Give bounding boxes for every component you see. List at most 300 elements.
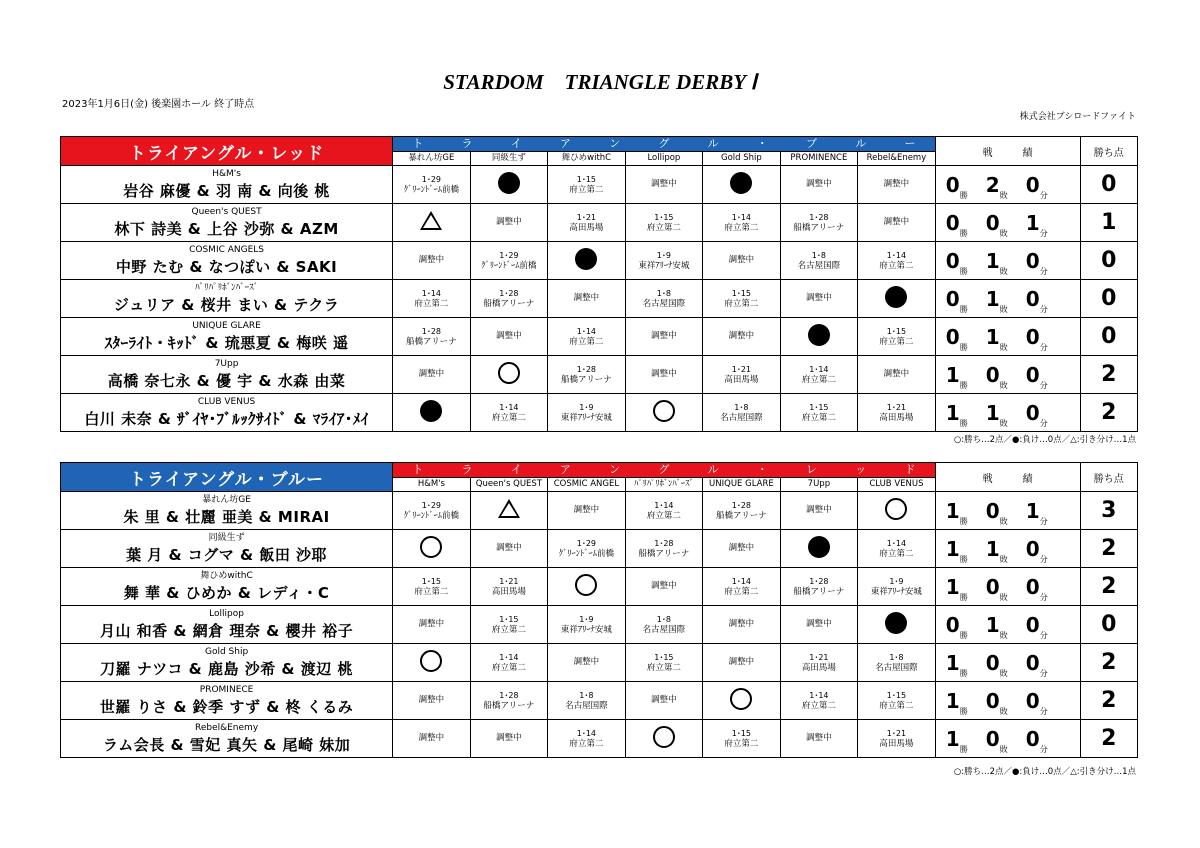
opponent-column-header: CLUB VENUS bbox=[858, 478, 936, 492]
match-date: 1･15 bbox=[654, 212, 674, 222]
loss-circle-icon bbox=[885, 612, 907, 634]
match-cell bbox=[470, 356, 548, 394]
match-venue: 府立第二 bbox=[646, 662, 681, 673]
match-date: 1･15 bbox=[886, 690, 907, 700]
record-win-unit: 勝 bbox=[959, 630, 968, 640]
opponent-column-header: COSMIC ANGEL bbox=[548, 478, 626, 492]
match-status: 調整中 bbox=[806, 619, 832, 629]
match-venue: 府立第二 bbox=[569, 336, 604, 347]
match-status: 調整中 bbox=[418, 255, 445, 265]
points-cell: 0 bbox=[1080, 318, 1137, 356]
record-draw-unit: 分 bbox=[1039, 190, 1048, 200]
match-cell bbox=[393, 568, 471, 606]
match-date: 1･14 bbox=[576, 326, 597, 336]
record-cell bbox=[935, 644, 1080, 682]
loss-circle-icon bbox=[498, 172, 520, 194]
match-cell bbox=[858, 356, 936, 394]
record-loss-count: 1 bbox=[985, 400, 1000, 425]
record-loss-count: 0 bbox=[985, 574, 1000, 599]
match-venue: 府立第二 bbox=[724, 222, 759, 233]
match-cell bbox=[393, 204, 471, 242]
match-venue: 府立第二 bbox=[414, 586, 449, 597]
match-venue: 名古屋国際 bbox=[797, 260, 841, 271]
match-venue: 名古屋国際 bbox=[642, 624, 686, 635]
match-date: 1･14 bbox=[576, 728, 597, 738]
record-draw-count: 0 bbox=[1025, 536, 1040, 561]
win-circle-icon bbox=[498, 362, 520, 384]
opponent-banner-char: イ bbox=[510, 137, 522, 150]
match-cell bbox=[703, 242, 781, 280]
match-venue: 船橋アリーナ bbox=[483, 298, 535, 309]
match-cell bbox=[780, 356, 858, 394]
opponent-banner-char: ッ bbox=[855, 463, 867, 476]
points-header: 勝ち点 bbox=[1080, 137, 1137, 166]
match-status: 調整中 bbox=[806, 733, 832, 743]
record-win-unit: 勝 bbox=[959, 228, 968, 238]
match-cell bbox=[858, 530, 936, 568]
match-cell bbox=[625, 606, 703, 644]
match-date: 1･14 bbox=[886, 250, 907, 260]
record-header: 戦 績 bbox=[935, 137, 1080, 166]
match-venue: 船橋アリーナ bbox=[793, 222, 845, 233]
opponent-banner-char: ト bbox=[412, 463, 424, 476]
points-cell: 1 bbox=[1080, 204, 1137, 242]
match-date: 1･8 bbox=[811, 250, 826, 260]
win-circle-icon bbox=[730, 688, 752, 710]
match-date: 1･21 bbox=[886, 728, 907, 738]
win-circle-icon bbox=[420, 536, 442, 558]
match-cell bbox=[703, 318, 781, 356]
record-draw-unit: 分 bbox=[1039, 706, 1048, 716]
opponent-team-banner bbox=[393, 137, 936, 152]
match-cell bbox=[470, 682, 548, 720]
unit-name: PROMINECE bbox=[199, 684, 254, 695]
unit-members: 中野 たむ & なつぽい & SAKI bbox=[115, 257, 338, 276]
win-circle-icon bbox=[420, 650, 442, 672]
match-venue: 府立第二 bbox=[491, 662, 526, 673]
standings-table-red bbox=[60, 136, 1138, 432]
unit-members: 葉 月 & コグマ & 飯田 沙耶 bbox=[126, 545, 328, 564]
points-cell: 2 bbox=[1080, 356, 1137, 394]
match-status: 調整中 bbox=[418, 369, 445, 379]
match-cell bbox=[393, 280, 471, 318]
match-date: 1･15 bbox=[421, 576, 442, 586]
match-venue: 高田馬場 bbox=[879, 738, 914, 749]
record-loss-unit: 敗 bbox=[999, 266, 1008, 276]
match-date: 1･14 bbox=[731, 212, 752, 222]
match-venue: 東祥ｱﾘｰﾅ安城 bbox=[870, 586, 922, 597]
record-win-count: 1 bbox=[945, 400, 960, 425]
match-cell bbox=[858, 568, 936, 606]
unit-members: 刀羅 ナツコ & 鹿島 沙希 & 渡辺 桃 bbox=[100, 659, 353, 678]
match-cell bbox=[703, 394, 781, 432]
match-cell bbox=[858, 720, 936, 758]
unit-members: 林下 詩美 & 上谷 沙弥 & AZM bbox=[114, 219, 339, 238]
match-cell bbox=[780, 280, 858, 318]
match-status: 調整中 bbox=[651, 695, 677, 705]
match-cell bbox=[470, 242, 548, 280]
match-cell bbox=[548, 606, 626, 644]
match-status: 調整中 bbox=[728, 657, 755, 667]
opponent-column-header: PROMINENCE bbox=[780, 152, 858, 166]
match-venue: 船橋アリーナ bbox=[716, 510, 767, 521]
unit-members: ｽﾀｰﾗｲﾄ・ｷｯﾄﾞ & 琉悪夏 & 梅咲 遥 bbox=[104, 333, 349, 352]
match-venue: 府立第二 bbox=[491, 624, 526, 635]
opponent-banner-char: ル bbox=[707, 137, 719, 150]
match-date: 1･28 bbox=[731, 500, 752, 510]
points-cell: 0 bbox=[1080, 606, 1137, 644]
record-win-count: 0 bbox=[945, 324, 960, 349]
match-cell bbox=[703, 606, 781, 644]
record-loss-count: 1 bbox=[985, 248, 1000, 273]
loss-circle-icon bbox=[420, 400, 442, 422]
opponent-banner-char: ン bbox=[609, 137, 621, 150]
record-cell bbox=[935, 318, 1080, 356]
company-name: 株式会社ブシロードファイト bbox=[1019, 112, 1136, 122]
match-date: 1･28 bbox=[499, 690, 519, 700]
match-date: 1･29 bbox=[421, 500, 442, 510]
record-win-unit: 勝 bbox=[959, 706, 968, 716]
unit-name: Lollipop bbox=[209, 608, 244, 619]
points-cell: 2 bbox=[1080, 530, 1137, 568]
match-venue: 船橋アリーナ bbox=[406, 336, 457, 347]
record-win-count: 0 bbox=[945, 286, 960, 311]
match-cell bbox=[858, 166, 936, 204]
points-cell: 2 bbox=[1080, 568, 1137, 606]
match-venue: 府立第二 bbox=[414, 298, 449, 309]
match-date: 1･14 bbox=[499, 652, 519, 662]
team-header: トライアングル・ブルー bbox=[61, 463, 393, 492]
record-draw-unit: 分 bbox=[1039, 380, 1048, 390]
match-cell bbox=[780, 204, 858, 242]
match-date: 1･21 bbox=[499, 576, 519, 586]
record-loss-count: 2 bbox=[985, 172, 1000, 197]
record-loss-unit: 敗 bbox=[999, 190, 1008, 200]
match-cell bbox=[470, 280, 548, 318]
record-draw-count: 1 bbox=[1025, 210, 1040, 235]
match-cell bbox=[470, 644, 548, 682]
record-win-count: 1 bbox=[945, 726, 960, 751]
record-loss-count: 1 bbox=[985, 612, 1000, 637]
opponent-banner-char: ・ bbox=[756, 137, 768, 150]
unit-cell bbox=[61, 166, 393, 204]
match-venue: 府立第二 bbox=[724, 738, 759, 749]
match-cell bbox=[625, 204, 703, 242]
match-cell bbox=[780, 644, 858, 682]
match-status: 調整中 bbox=[651, 331, 677, 341]
record-draw-count: 0 bbox=[1025, 400, 1040, 425]
match-date: 1･14 bbox=[809, 364, 829, 374]
match-venue: ｸﾞﾘｰﾝﾄﾞｰﾑ前橋 bbox=[403, 184, 460, 195]
unit-cell bbox=[61, 242, 393, 280]
match-cell bbox=[780, 318, 858, 356]
loss-circle-icon bbox=[808, 536, 830, 558]
opponent-column-header: 7Upp bbox=[780, 478, 858, 492]
table-row bbox=[61, 682, 1138, 720]
opponent-banner-char: ー bbox=[904, 137, 916, 150]
unit-members: 白川 未奈 & ｻﾞｲﾔ･ﾌﾞﾙｯｸｻｲﾄﾞ & ﾏﾗｲｱ･ﾒｲ bbox=[84, 409, 369, 428]
match-cell bbox=[625, 682, 703, 720]
match-date: 1･8 bbox=[579, 690, 594, 700]
match-status: 調整中 bbox=[573, 293, 600, 303]
match-cell bbox=[625, 530, 703, 568]
match-status: 調整中 bbox=[883, 179, 910, 189]
record-loss-count: 1 bbox=[985, 536, 1000, 561]
match-venue: 名古屋国際 bbox=[565, 700, 608, 711]
loss-circle-icon bbox=[808, 324, 830, 346]
match-date: 1･15 bbox=[731, 288, 752, 298]
match-date: 1･15 bbox=[886, 326, 907, 336]
record-draw-unit: 分 bbox=[1039, 266, 1048, 276]
match-cell bbox=[470, 318, 548, 356]
match-cell bbox=[780, 568, 858, 606]
record-draw-unit: 分 bbox=[1039, 592, 1048, 602]
match-status: 調整中 bbox=[728, 619, 755, 629]
unit-members: 世羅 りさ & 鈴季 すず & 柊 くるみ bbox=[99, 697, 354, 716]
match-cell bbox=[858, 644, 936, 682]
match-status: 調整中 bbox=[806, 505, 832, 515]
record-header: 戦 績 bbox=[935, 463, 1080, 492]
win-circle-icon bbox=[575, 574, 597, 596]
table-row bbox=[61, 166, 1138, 204]
record-win-unit: 勝 bbox=[959, 418, 968, 428]
match-venue: 府立第二 bbox=[646, 510, 681, 521]
record-win-count: 1 bbox=[945, 650, 960, 675]
match-venue: 高田馬場 bbox=[879, 412, 914, 423]
match-cell bbox=[858, 606, 936, 644]
record-loss-unit: 敗 bbox=[999, 418, 1008, 428]
record-loss-unit: 敗 bbox=[999, 668, 1008, 678]
opponent-column-header: Queen's QUEST bbox=[470, 478, 548, 492]
match-date: 1･21 bbox=[886, 402, 907, 412]
match-cell bbox=[703, 166, 781, 204]
opponent-column-header: 同級生ず bbox=[470, 152, 548, 166]
record-win-unit: 勝 bbox=[959, 342, 968, 352]
match-cell bbox=[548, 394, 626, 432]
record-loss-unit: 敗 bbox=[999, 516, 1008, 526]
loss-circle-icon bbox=[730, 172, 752, 194]
match-date: 1･14 bbox=[421, 288, 442, 298]
match-venue: 東祥ｱﾘｰﾅ安城 bbox=[638, 260, 690, 271]
record-draw-unit: 分 bbox=[1039, 228, 1048, 238]
match-cell bbox=[470, 530, 548, 568]
record-cell bbox=[935, 720, 1080, 758]
record-draw-unit: 分 bbox=[1039, 418, 1048, 428]
match-status: 調整中 bbox=[651, 369, 677, 379]
match-cell bbox=[625, 568, 703, 606]
match-venue: 船橋アリーナ bbox=[793, 586, 845, 597]
page-title: STARDOM TRIANGLE DERBY Ⅰ bbox=[443, 70, 757, 94]
match-venue: 名古屋国際 bbox=[875, 662, 918, 673]
match-cell bbox=[625, 644, 703, 682]
unit-members: 岩谷 麻優 & 羽 南 & 向後 桃 bbox=[123, 181, 330, 200]
record-win-unit: 勝 bbox=[959, 554, 968, 564]
match-cell bbox=[548, 280, 626, 318]
match-venue: 府立第二 bbox=[569, 184, 604, 195]
match-cell bbox=[625, 356, 703, 394]
record-draw-unit: 分 bbox=[1039, 668, 1048, 678]
opponent-banner-char: ル bbox=[855, 137, 867, 150]
record-loss-unit: 敗 bbox=[999, 342, 1008, 352]
unit-cell bbox=[61, 606, 393, 644]
record-draw-count: 0 bbox=[1025, 688, 1040, 713]
match-date: 1･21 bbox=[576, 212, 597, 222]
match-venue: 船橋アリーナ bbox=[638, 548, 690, 559]
table-row bbox=[61, 720, 1138, 758]
match-cell bbox=[548, 242, 626, 280]
match-cell bbox=[548, 720, 626, 758]
match-cell bbox=[470, 394, 548, 432]
match-status: 調整中 bbox=[496, 331, 522, 341]
unit-members: ラム会長 & 雪妃 真矢 & 尾崎 妹加 bbox=[102, 735, 351, 754]
match-status: 調整中 bbox=[728, 255, 755, 265]
match-status: 調整中 bbox=[496, 217, 522, 227]
match-date: 1･8 bbox=[734, 402, 749, 412]
win-circle-icon bbox=[653, 726, 675, 748]
points-cell: 0 bbox=[1080, 242, 1137, 280]
record-win-unit: 勝 bbox=[959, 190, 968, 200]
match-date: 1･14 bbox=[654, 500, 674, 510]
record-loss-count: 0 bbox=[985, 726, 1000, 751]
unit-name: H&M's bbox=[212, 168, 241, 179]
match-cell bbox=[625, 280, 703, 318]
match-cell bbox=[548, 204, 626, 242]
match-venue: 船橋アリーナ bbox=[561, 374, 612, 385]
match-cell bbox=[393, 318, 471, 356]
match-status: 調整中 bbox=[496, 733, 522, 743]
opponent-banner-char: ・ bbox=[756, 463, 768, 476]
table-row bbox=[61, 242, 1138, 280]
record-cell bbox=[935, 394, 1080, 432]
unit-name: Queen's QUEST bbox=[191, 206, 262, 217]
record-cell bbox=[935, 280, 1080, 318]
match-cell bbox=[858, 204, 936, 242]
match-date: 1･15 bbox=[499, 614, 519, 624]
match-cell bbox=[393, 356, 471, 394]
record-loss-unit: 敗 bbox=[999, 592, 1008, 602]
unit-name: 同級生ず bbox=[208, 532, 245, 543]
unit-cell bbox=[61, 318, 393, 356]
opponent-banner-char: ラ bbox=[461, 463, 473, 476]
points-cell: 2 bbox=[1080, 720, 1137, 758]
match-cell bbox=[780, 720, 858, 758]
match-venue: 府立第二 bbox=[569, 738, 604, 749]
match-cell bbox=[393, 166, 471, 204]
record-draw-count: 0 bbox=[1025, 574, 1040, 599]
opponent-column-header: Rebel&Enemy bbox=[858, 152, 936, 166]
match-cell bbox=[780, 242, 858, 280]
match-status: 調整中 bbox=[728, 543, 755, 553]
match-date: 1･21 bbox=[731, 364, 752, 374]
record-win-unit: 勝 bbox=[959, 266, 968, 276]
unit-cell bbox=[61, 356, 393, 394]
match-cell bbox=[548, 568, 626, 606]
unit-name: Gold Ship bbox=[204, 646, 249, 657]
record-win-count: 1 bbox=[945, 362, 960, 387]
match-cell bbox=[393, 492, 471, 530]
match-venue: 府立第二 bbox=[646, 222, 681, 233]
match-date: 1･15 bbox=[654, 652, 674, 662]
match-status: 調整中 bbox=[806, 293, 832, 303]
match-venue: ｸﾞﾘｰﾝﾄﾞｰﾑ前橋 bbox=[558, 548, 615, 559]
match-cell bbox=[548, 492, 626, 530]
match-date: 1･9 bbox=[656, 250, 671, 260]
record-draw-unit: 分 bbox=[1039, 342, 1048, 352]
match-cell bbox=[858, 492, 936, 530]
match-cell bbox=[703, 492, 781, 530]
record-loss-count: 1 bbox=[985, 286, 1000, 311]
match-status: 調整中 bbox=[651, 581, 677, 591]
unit-cell bbox=[61, 530, 393, 568]
unit-name: 舞ひめwithC bbox=[200, 570, 253, 581]
match-venue: 高田馬場 bbox=[491, 586, 526, 597]
match-cell bbox=[703, 530, 781, 568]
record-cell bbox=[935, 242, 1080, 280]
match-venue: ｸﾞﾘｰﾝﾄﾞｰﾑ前橋 bbox=[481, 260, 537, 271]
match-cell bbox=[703, 204, 781, 242]
match-date: 1･9 bbox=[889, 576, 904, 586]
match-date: 1･8 bbox=[656, 614, 671, 624]
record-draw-count: 0 bbox=[1025, 172, 1040, 197]
record-cell bbox=[935, 204, 1080, 242]
opponent-banner-char: ル bbox=[707, 463, 719, 476]
opponent-column-header: 舞ひめwithC bbox=[548, 152, 626, 166]
match-date: 1･28 bbox=[809, 212, 829, 222]
table-row bbox=[61, 394, 1138, 432]
draw-triangle-icon bbox=[498, 499, 520, 518]
record-draw-count: 0 bbox=[1025, 324, 1040, 349]
match-date: 1･9 bbox=[579, 614, 594, 624]
match-venue: 東祥ｱﾘｰﾅ安城 bbox=[560, 624, 612, 635]
match-date: 1･15 bbox=[731, 728, 752, 738]
match-cell bbox=[548, 356, 626, 394]
opponent-column-header: 暴れん坊GE bbox=[393, 152, 471, 166]
table-row bbox=[61, 492, 1138, 530]
record-draw-unit: 分 bbox=[1039, 554, 1048, 564]
record-draw-unit: 分 bbox=[1039, 304, 1048, 314]
opponent-banner-char: ブ bbox=[806, 137, 817, 150]
table-row bbox=[61, 204, 1138, 242]
match-cell bbox=[393, 530, 471, 568]
legend: ○:勝ち…2点／●:負け…0点／△:引き分け…1点 bbox=[953, 435, 1136, 445]
record-cell bbox=[935, 606, 1080, 644]
match-cell bbox=[393, 394, 471, 432]
opponent-column-header: Lollipop bbox=[625, 152, 703, 166]
opponent-banner-char: ア bbox=[559, 463, 571, 476]
match-date: 1･9 bbox=[579, 402, 594, 412]
loss-circle-icon bbox=[575, 248, 597, 270]
record-draw-count: 0 bbox=[1025, 362, 1040, 387]
points-cell: 0 bbox=[1080, 280, 1137, 318]
match-date: 1･28 bbox=[499, 288, 519, 298]
unit-members: 朱 里 & 壮麗 亜美 & MIRAI bbox=[123, 507, 330, 526]
unit-members: 高橋 奈七永 & 優 宇 & 水森 由菜 bbox=[107, 371, 346, 390]
match-cell bbox=[703, 644, 781, 682]
match-date: 1･14 bbox=[809, 690, 829, 700]
record-win-unit: 勝 bbox=[959, 304, 968, 314]
table-row bbox=[61, 644, 1138, 682]
unit-cell bbox=[61, 492, 393, 530]
record-draw-unit: 分 bbox=[1039, 744, 1048, 754]
record-loss-count: 1 bbox=[985, 324, 1000, 349]
match-status: 調整中 bbox=[418, 733, 445, 743]
record-loss-unit: 敗 bbox=[999, 380, 1008, 390]
record-loss-count: 0 bbox=[985, 498, 1000, 523]
match-cell bbox=[858, 682, 936, 720]
match-cell bbox=[470, 568, 548, 606]
unit-name: Rebel&Enemy bbox=[194, 722, 259, 733]
match-cell bbox=[548, 530, 626, 568]
